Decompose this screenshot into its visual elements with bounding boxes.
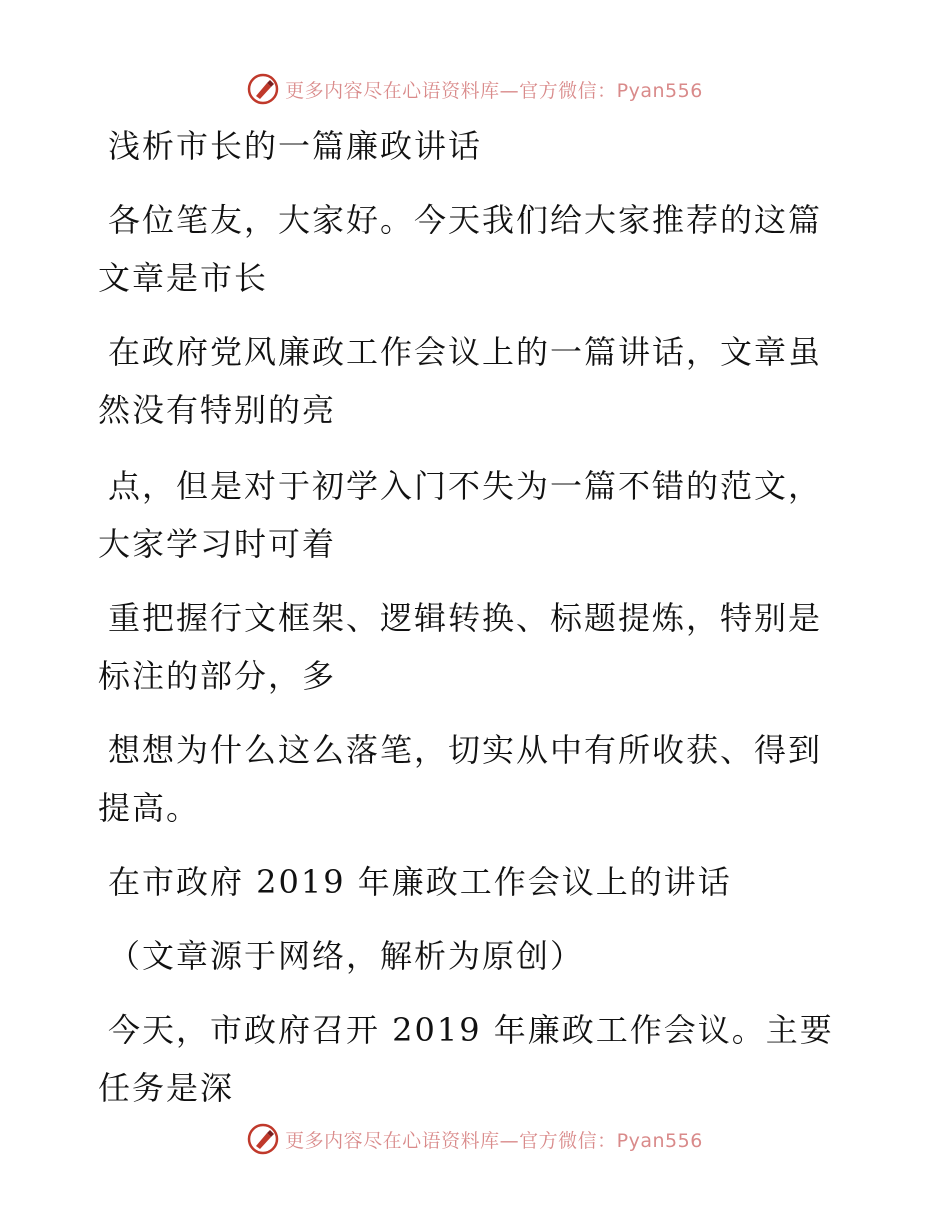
speech-title: 在市政府 2019 年廉政工作会议上的讲话 (108, 863, 732, 901)
paragraph-line: 在政府党风廉政工作会议上的一篇讲话，文章虽 (108, 333, 823, 371)
paragraph-line: 大家学习时可着 (98, 525, 337, 563)
pen-logo-icon (247, 73, 279, 105)
header-banner-text: 更多内容尽在心语资料库—官方微信：Pyan556 (285, 79, 703, 102)
paragraph-line: 然没有特别的亮 (98, 391, 337, 429)
source-note: （文章源于网络，解析为原创） (108, 937, 585, 975)
paragraph-line: 想想为什么这么落笔，切实从中有所收获、得到 (108, 731, 823, 769)
paragraph-line: 标注的部分，多 (98, 657, 337, 695)
document-title: 浅析市长的一篇廉政讲话 (108, 127, 483, 165)
pen-logo-icon (247, 1123, 279, 1155)
header-watermark (0, 72, 950, 106)
paragraph-line: 任务是深 (98, 1069, 235, 1107)
paragraph-line: 文章是市长 (98, 259, 269, 297)
footer-watermark (0, 1122, 950, 1156)
paragraph-line: 重把握行文框架、逻辑转换、标题提炼，特别是 (108, 599, 823, 637)
paragraph-line: 提高。 (98, 789, 201, 827)
paragraph-line: 各位笔友，大家好。今天我们给大家推荐的这篇 (108, 201, 823, 239)
paragraph-line: 点，但是对于初学入门不失为一篇不错的范文， (108, 467, 823, 505)
paragraph-line: 今天，市政府召开 2019 年廉政工作会议。主要 (108, 1011, 834, 1049)
footer-banner-text: 更多内容尽在心语资料库—官方微信：Pyan556 (285, 1129, 703, 1152)
